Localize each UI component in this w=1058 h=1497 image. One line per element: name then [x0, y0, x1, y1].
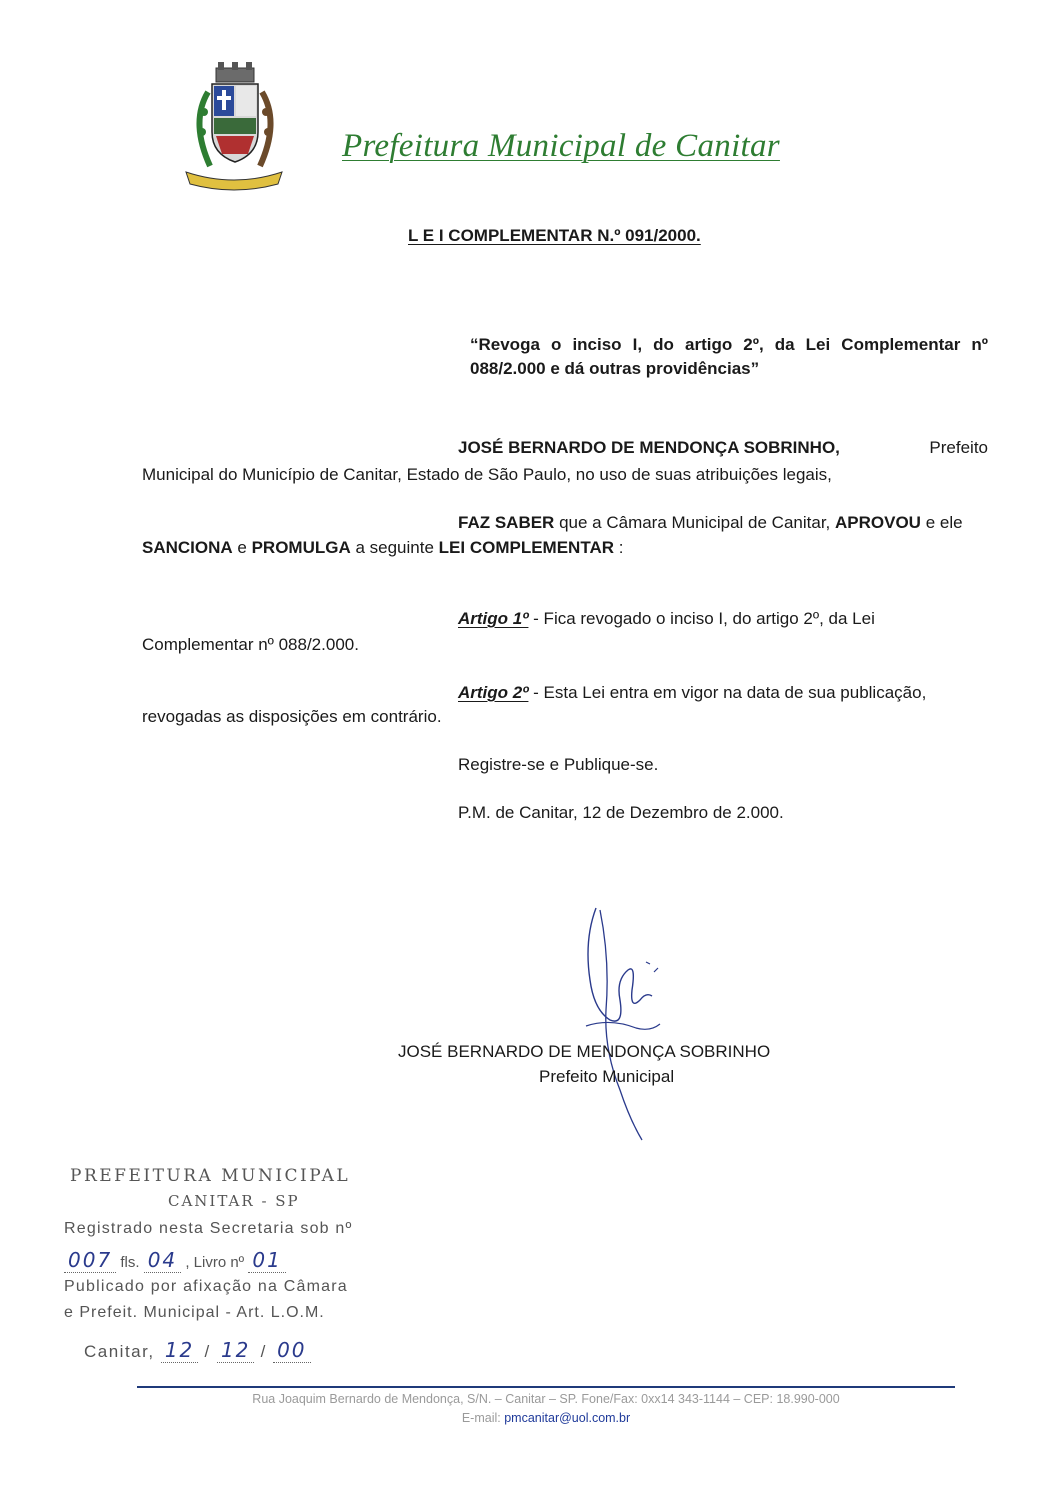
mayor-role-intro: Prefeito — [929, 438, 988, 457]
stamp-date-month: 12 — [217, 1338, 254, 1363]
stamp-fls-label: fls. — [120, 1254, 140, 1271]
stamp-canitar-sp: CANITAR - SP — [168, 1192, 300, 1210]
article-2-line-2: revogadas as disposições em contrário. — [142, 707, 442, 726]
stamp-canitar-label: Canitar, — [84, 1342, 155, 1361]
stamp-livro-label: , Livro nº — [185, 1254, 245, 1271]
faz-saber-line-1 — [458, 510, 963, 535]
footer-email-label: E-mail: — [461, 1411, 505, 1425]
stamp-registered: Registrado nesta Secretaria sob nº — [64, 1220, 353, 1237]
aprovou-bold: APROVOU — [835, 513, 921, 532]
faz-saber-text-2: e ele — [920, 513, 963, 532]
stamp-date-line: Canitar, 12 / 12 / 00 — [84, 1338, 311, 1362]
article-1-label: Artigo 1º — [458, 609, 529, 628]
mayor-name-intro: JOSÉ BERNARDO DE MENDONÇA SOBRINHO, — [458, 438, 840, 457]
registration-stamp — [62, 1162, 422, 1372]
footer-email-link[interactable]: pmcanitar@uol.com.br — [504, 1411, 631, 1425]
stamp-date-year: 00 — [273, 1338, 310, 1363]
faz-saber-text-4: a seguinte — [350, 538, 439, 557]
municipality-title: Prefeitura Municipal de Canitar — [342, 128, 780, 164]
faz-saber-text-5: : — [614, 538, 624, 557]
footer-divider — [137, 1386, 955, 1388]
law-number-heading: L E I COMPLEMENTAR N.º 091/2000. — [408, 226, 701, 245]
stamp-date-day: 12 — [161, 1338, 198, 1363]
footer-address: Rua Joaquim Bernardo de Mendonça, S/N. – Canitar – SP. Fone/Fax: 0xx14 343-1144 – CEP: 18.990-000 — [252, 1392, 840, 1406]
stamp-published: Publicado por afixação na Câmara — [64, 1278, 348, 1295]
place-date-line: P.M. de Canitar, 12 de Dezembro de 2.000. — [458, 803, 784, 822]
faz-saber-text-3: e — [232, 538, 252, 557]
stamp-prefeit-lom: e Prefeit. Municipal - Art. L.O.M. — [64, 1304, 325, 1321]
faz-saber-text: que a Câmara Municipal de Canitar, — [554, 513, 835, 532]
stamp-register-number: 007 — [64, 1248, 116, 1273]
law-summary: “Revoga o inciso I, do artigo 2º, da Lei Complementar nº 088/2.000 e dá outras providências” — [470, 335, 988, 378]
faz-saber-line-2 — [142, 535, 623, 560]
article-2-label: Artigo 2º — [458, 683, 529, 702]
stamp-prefeitura: PREFEITURA MUNICIPAL — [70, 1166, 351, 1186]
intro-line-2: Municipal do Município de Canitar, Estado de São Paulo, no uso de suas atribuições legais, — [142, 465, 832, 484]
article-1-line-1 — [458, 606, 875, 631]
article-1-text: - Fica revogado o inciso I, do artigo 2º, da Lei — [533, 609, 875, 628]
article-1-line-2: Complementar nº 088/2.000. — [142, 635, 359, 654]
promulga-bold: PROMULGA — [251, 538, 351, 557]
stamp-livro-value: 01 — [248, 1248, 285, 1273]
stamp-fls-value: 04 — [144, 1248, 181, 1273]
signatory-name: JOSÉ BERNARDO DE MENDONÇA SOBRINHO — [398, 1042, 771, 1061]
article-2-text: - Esta Lei entra em vigor na data de sua publicação, — [533, 683, 927, 702]
article-2-line-1 — [458, 680, 926, 705]
stamp-register-fields — [64, 1248, 286, 1272]
footer-email-line — [0, 1411, 1058, 1425]
intro-line-1 — [458, 438, 988, 458]
handwritten-signature-icon — [580, 900, 670, 1150]
register-publish-line: Registre-se e Publique-se. — [458, 755, 659, 774]
faz-saber-bold: FAZ SABER — [458, 513, 555, 532]
sanciona-bold: SANCIONA — [142, 538, 233, 557]
municipal-coat-of-arms-icon — [182, 62, 286, 192]
signatory-role: Prefeito Municipal — [539, 1067, 675, 1086]
lei-complementar-bold: LEI COMPLEMENTAR — [438, 538, 615, 557]
